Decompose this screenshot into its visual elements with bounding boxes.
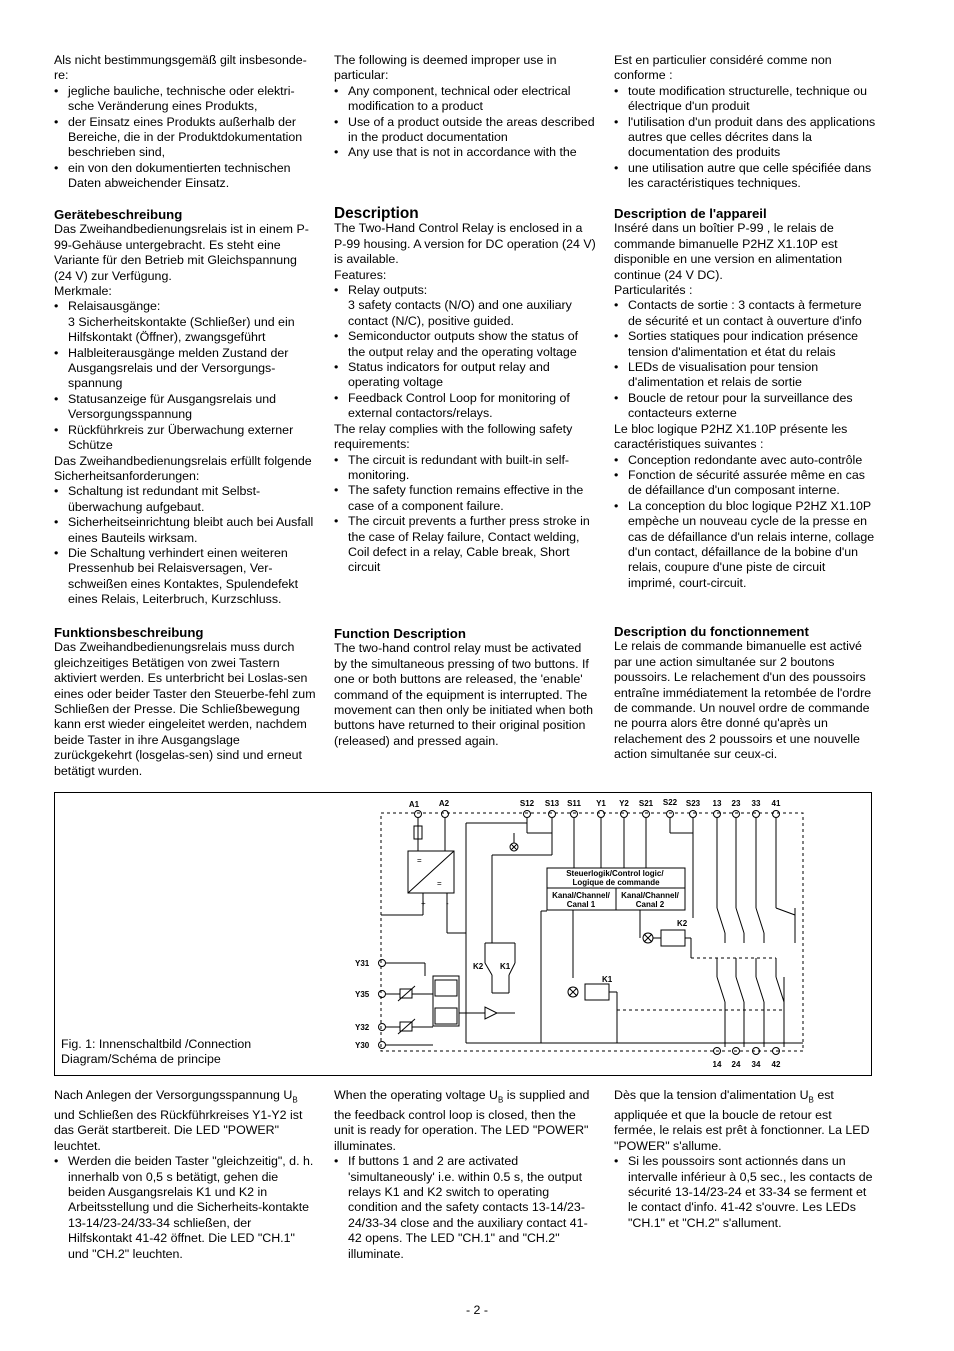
list-item: • Fonction de sécurité assurée même en cas de défaillance d'un composant interne.: [614, 468, 876, 499]
figure-caption: Fig. 1: Innenschaltbild /Connection Diagram/Schéma de principe: [61, 1037, 252, 1066]
control-logic-title: Steuerlogik/Control logic/ Logique de commande: [566, 869, 664, 887]
operation-de: [54, 1088, 316, 1262]
channel-1-label: Kanal/Channel/ Canal 1: [552, 891, 610, 909]
function-fr: [614, 624, 876, 763]
list-item: • LEDs de visualisation pour tension d'alimentation et relais de sortie: [614, 360, 876, 391]
intro-lead-de: Als nicht bestimmungsgemäß gilt insbesonde-re:: [54, 53, 307, 83]
list-item: • If buttons 1 and 2 are activated 'simultaneously' i.e. within 0.5 s, the output relays K1 and K2 switch to operating condition and the safety contacts 13-14/23-24/33-34 close and the auxiliary contact 41-42 opens. The LED "CH.1" and "CH.2" illuminate.: [334, 1154, 596, 1262]
terminal-label: Y30: [355, 1041, 370, 1050]
transistor-arrow-icon: [485, 1007, 497, 1019]
list-item: • Statusanzeige für Ausgangsrelais und Versorgungsspannung: [54, 392, 316, 423]
terminal-label: 33: [751, 799, 761, 808]
safety-label: The relay complies with the following safety requirements:: [334, 421, 573, 452]
list-item: • Sicherheitseinrichtung bleibt auch bei Ausfall eines Bauteils wirksam.: [54, 515, 316, 546]
list-item: • Conception redondante avec auto-contrôle: [614, 453, 876, 468]
terminal-label: 42: [771, 1060, 781, 1069]
housing-outline: [381, 813, 803, 1051]
safety-list: [614, 453, 876, 592]
terminal-label: S23: [685, 799, 701, 808]
operation-list: [54, 1154, 316, 1262]
top-terminals: [415, 811, 780, 818]
terminal-label: Y31: [355, 959, 370, 968]
symbol-label: -: [446, 899, 449, 908]
relay-label-k1: K1: [602, 975, 613, 984]
connection-diagram: [54, 792, 872, 1076]
list-item: • The circuit prevents a further press stroke in the case of Relay failure, Contact welding, Coil defect in a relay, Cable break, Short circuit: [334, 514, 596, 576]
list-item: • Relay outputs: 3 safety contacts (N/O) and one auxiliary contact (N/C), positive guided.: [334, 283, 596, 329]
description-de: [54, 207, 316, 608]
contact-label-k2: K2: [473, 962, 484, 971]
list-item: • ein von den dokumentierten technischen Daten abweichender Einsatz.: [54, 161, 316, 192]
safety-label: Das Zweihandbedienungsrelais erfüllt folgende Sicherheitsanforderungen:: [54, 453, 312, 483]
section-heading: Gerätebeschreibung: [54, 207, 183, 222]
features-label: Particularités :: [614, 283, 693, 298]
list-item: • Status indicators for output relay and operating voltage: [334, 360, 596, 391]
terminal-label: 34: [751, 1060, 761, 1069]
intro-lead-en: The following is deemed improper use in particular:: [334, 53, 557, 83]
description-text: Inséré dans un boîtier P-99 , le relais de commande bimanuelle P2HZ X1.10P est disponible en une version en alimentation continue (24 V DC).: [614, 221, 843, 282]
features-list: [614, 298, 876, 421]
optocoupler-block: [433, 976, 459, 1026]
symbol-label: =: [437, 879, 442, 888]
terminal-label: S12: [519, 799, 535, 808]
section-heading: Description de l'appareil: [614, 206, 767, 221]
relay-coil-k2: [661, 930, 685, 946]
terminal-label: S13: [544, 799, 560, 808]
operation-en: [334, 1088, 596, 1262]
operation-list: [614, 1154, 876, 1231]
list-item: • Rückführkreis zur Überwachung externer Schütze: [54, 423, 316, 454]
function-text: The two-hand control relay must be activated by the simultaneous pressing of two buttons. If one or both buttons are released, the 'enable' command of the equipment is interrupted. The movement can then only be initiated when both buttons have returned to their original position (released) and pressed again.: [334, 641, 593, 748]
intro-fr: [614, 53, 876, 192]
intro-list-de: [54, 84, 316, 192]
description-text: Das Zweihandbedienungsrelais ist in einem P-99-Gehäuse untergebracht. Es steht eine Variante für den Betrieb mit Gleichspannung (24 V) zur Verfügung.: [54, 222, 309, 283]
list-item: • jegliche bauliche, technische oder elektri-sche Veränderung eines Produkts,: [54, 84, 316, 115]
relay-label-k2: K2: [677, 919, 688, 928]
list-item: • The safety function remains effective in the case of a component failure.: [334, 483, 596, 514]
list-item: • l'utilisation d'un produit dans des applications autres que celles décrites dans la documentation des produits: [614, 115, 876, 161]
terminal-label: 24: [731, 1060, 741, 1069]
section-heading: Function Description: [334, 626, 466, 641]
intro-lead-fr: Est en particulier considéré comme non conforme :: [614, 53, 832, 83]
list-item: • Si les poussoirs sont actionnés dans un intervalle inférieur à 0,5 sec., les contacts de sécurité 13-14/23-24 et 33-34 se ferment et le contact d'info. 41-42 s'ouvre. Les LEDs "CH.1" et "CH.2" s'allument.: [614, 1154, 876, 1231]
list-item: • Feedback Control Loop for monitoring of external contactors/relays.: [334, 391, 596, 422]
list-item: • Contacts de sortie : 3 contacts à fermeture de sécurité et un contact à ouverture d'info: [614, 298, 876, 329]
features-label: Features:: [334, 267, 387, 282]
channel-2-label: Kanal/Channel/ Canal 2: [621, 891, 679, 909]
features-label: Merkmale:: [54, 284, 112, 299]
list-item: • Any component, technical oder electrical modification to a product: [334, 84, 596, 115]
function-de: [54, 625, 316, 779]
symbol-label: +: [421, 899, 426, 908]
terminal-label: Y1: [596, 799, 606, 808]
input-stage-1: [435, 980, 457, 996]
description-en: [334, 206, 596, 576]
list-item: • une utilisation autre que celle spécifiée dans les caractéristiques techniques.: [614, 161, 876, 192]
operation-list: [334, 1154, 596, 1262]
list-item: • Use of a product outside the areas described in the product documentation: [334, 115, 596, 146]
list-item: • Relaisausgänge: 3 Sicherheitskontakte (Schließer) und ein Hilfskontakt (Öffner), zwangsgeführt: [54, 299, 316, 345]
list-item: • toute modification structurelle, technique ou électrique d'un produit: [614, 84, 876, 115]
intro-de: [54, 53, 316, 192]
list-item: • der Einsatz eines Produkts außerhalb der Bereiche, die in der Produktdokumentation beschrieben sind,: [54, 115, 316, 161]
safety-label: Le bloc logique P2HZ X1.10P présente les caractéristiques suivantes :: [614, 421, 848, 452]
description-fr: [614, 206, 876, 591]
safety-contacts: [617, 818, 795, 1047]
operation-text: Dès que la tension d'alimentation $U_B$ est appliquée et que la boucle de retour est fermée, le relais est prêt à fonctionner. La LED "POWER" s'allume.: [614, 1088, 870, 1153]
terminal-label: S22: [662, 798, 678, 807]
terminal-label: A2: [438, 799, 450, 808]
terminal-label: Y2: [619, 799, 629, 808]
contact-label-k1: K1: [500, 962, 511, 971]
list-item: • Semiconductor outputs show the status of the output relay and the operating voltage: [334, 329, 596, 360]
list-item: • Halbleiterausgänge melden Zustand der Ausgangsrelais und der Versorgungs-spannung: [54, 346, 316, 392]
list-item: • Schaltung ist redundant mit Selbst-überwachung aufgebaut.: [54, 484, 316, 515]
left-terminals: [379, 960, 386, 1049]
terminal-label: Y35: [355, 990, 370, 999]
features-list: [54, 299, 316, 453]
list-item: • Boucle de retour pour la surveillance des contacteurs externe: [614, 391, 876, 422]
terminal-label: 23: [731, 799, 741, 808]
intro-list-en: [334, 84, 596, 161]
terminal-label: 14: [712, 1060, 722, 1069]
terminal-label: S11: [567, 799, 581, 808]
terminal-label: 41: [771, 799, 781, 808]
safety-list: [334, 453, 596, 576]
section-heading: Description: [334, 205, 419, 222]
list-item: • La conception du bloc logique P2HZ X1.10P empèche un nouveau cycle de la presse en cas de défaillance d'un relais interne, collage d'un contact, défaillance de la bobine d'un relais, coupure d'une piste de circuit imprimé, court-circuit.: [614, 499, 876, 591]
page-number: - 2 -: [465, 1303, 489, 1317]
list-item: • Any use that is not in accordance with the: [334, 145, 596, 160]
circuit-schematic: [55, 793, 871, 1075]
input-stage-2: [435, 1008, 457, 1024]
operation-fr: [614, 1088, 876, 1231]
list-item: • The circuit is redundant with built-in self-monitoring.: [334, 453, 596, 484]
function-text: Le relais de commande bimanuelle est activé par une action simultanée sur 2 boutons poussoirs. Le relachement d'un des poussoirs entraîne immédiatement la retombée de l'ordre de commande. Un nouvel ordre de commande ne pourra alors être donné qu'après un relachement des 2 poussoirs et une nouvelle action simultanée sur ceux-ci.: [614, 639, 872, 762]
operation-text: Nach Anlegen der Versorgungsspannung $U_B$ und Schließen des Rückführkreises Y1-Y2 ist das Gerät startbereit. Die LED "POWER" leuchtet.: [54, 1088, 303, 1153]
list-item: • Werden die beiden Taster "gleichzeitig", d. h. innerhalb von 0,5 s betätigt, gehen die beiden Ausgangsrelais K1 und K2 in Arbeitsstellung und die Sicherheits-kontakte 13-14/23-24/33-34 schließen, der Hilfskontakt 41-42 öffnet. Die LED "CH.1" und "CH.2" leuchten.: [54, 1154, 316, 1262]
function-text: Das Zweihandbedienungsrelais muss durch gleichzeitiges Betätigen von zwei Tastern aktiviert werden. Es unterbricht bei Loslas-sen eines oder beider Taster den Steuerbe-fehl zum Schließen der Presse. Die Schließbewegung kann erst wieder eingeleitet werden, nachdem beide Taster in ihre Ausgangslage zurückgekehrt (losgelas-sen) sind und erneut betätigt wurden.: [54, 640, 316, 778]
features-list: [334, 283, 596, 422]
intro-list-fr: [614, 84, 876, 192]
section-heading: Description du fonctionnement: [614, 624, 809, 639]
intro-en: [334, 53, 596, 161]
list-item: • Die Schaltung verhindert einen weiteren Pressenhub bei Relaisversagen, Ver-schweißen eines Kontaktes, Spulendefekt eines Relais, Leiterbruch, Kurzschluss.: [54, 546, 316, 608]
terminal-label: 13: [712, 799, 722, 808]
operation-text: When the operating voltage $U_B$ is supplied and the feedback control loop is closed, then the unit is ready for operation. The LED "POWER" illuminates.: [334, 1088, 590, 1153]
section-heading: Funktionsbeschreibung: [54, 625, 204, 640]
terminal-label: S21: [638, 799, 654, 808]
function-en: [334, 626, 596, 749]
list-item: • Sorties statiques pour indication présence tension d'alimentation et état du relais: [614, 329, 876, 360]
symbol-label: =: [417, 856, 422, 865]
terminal-label: Y32: [355, 1023, 370, 1032]
description-text: The Two-Hand Control Relay is enclosed in a P-99 housing. A version for DC operation (24 V) is available.: [334, 221, 596, 267]
safety-list: [54, 484, 316, 607]
relay-coil-k1: [585, 984, 609, 1000]
terminal-label: A1: [408, 800, 420, 809]
